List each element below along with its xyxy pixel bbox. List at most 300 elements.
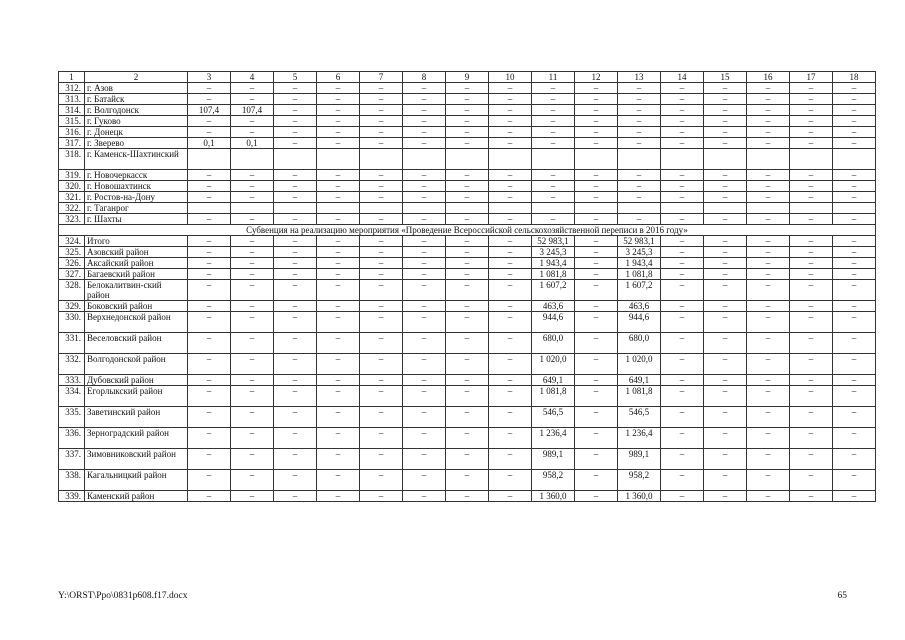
row-value: – <box>231 236 274 247</box>
row-number: 316. <box>59 127 85 138</box>
row-value: – <box>618 214 661 225</box>
row-value: – <box>575 127 618 138</box>
row-value: – <box>317 407 360 428</box>
row-value: – <box>274 94 317 105</box>
row-value: – <box>747 354 790 375</box>
row-value: – <box>833 312 876 333</box>
row-value: – <box>274 312 317 333</box>
row-value: – <box>661 312 704 333</box>
row-value: – <box>532 94 575 105</box>
row-value <box>446 203 489 214</box>
row-value: – <box>274 236 317 247</box>
row-value: – <box>704 214 747 225</box>
row-value: – <box>661 491 704 502</box>
row-value: – <box>231 214 274 225</box>
row-value: – <box>489 354 532 375</box>
row-value: – <box>833 192 876 203</box>
row-value: – <box>188 170 231 181</box>
row-value: – <box>274 386 317 407</box>
row-value: – <box>704 94 747 105</box>
table-row <box>59 236 876 247</box>
row-value: – <box>317 236 360 247</box>
row-value: 1 081,8 <box>532 269 575 280</box>
table-row <box>59 258 876 269</box>
row-value: – <box>317 83 360 94</box>
row-value: – <box>790 247 833 258</box>
row-value: – <box>446 94 489 105</box>
row-number: 332. <box>59 354 85 375</box>
row-value: – <box>360 375 403 386</box>
row-name: Аксайский район <box>85 258 188 269</box>
footer-page-number: 65 <box>837 591 847 601</box>
row-value: – <box>489 258 532 269</box>
row-value: – <box>360 386 403 407</box>
row-value: – <box>575 269 618 280</box>
row-value: – <box>532 192 575 203</box>
row-value: – <box>790 181 833 192</box>
row-value: – <box>790 386 833 407</box>
row-value: – <box>274 258 317 269</box>
row-number: 313. <box>59 94 85 105</box>
row-value <box>446 149 489 170</box>
row-value: – <box>317 127 360 138</box>
row-value: – <box>274 127 317 138</box>
row-value: – <box>360 83 403 94</box>
table-row <box>59 247 876 258</box>
row-value: – <box>360 94 403 105</box>
row-value: – <box>188 181 231 192</box>
row-value: – <box>704 269 747 280</box>
row-value: – <box>575 116 618 127</box>
row-value: – <box>833 449 876 470</box>
row-value: 0,1 <box>188 138 231 149</box>
row-value: – <box>661 407 704 428</box>
table-row <box>59 375 876 386</box>
row-value: – <box>704 127 747 138</box>
row-value <box>403 149 446 170</box>
row-value: – <box>575 247 618 258</box>
row-value: – <box>790 236 833 247</box>
row-value: – <box>188 127 231 138</box>
row-value: – <box>231 94 274 105</box>
row-value: – <box>231 354 274 375</box>
column-number-header: 4 <box>231 72 274 83</box>
row-value: – <box>747 312 790 333</box>
row-value <box>188 149 231 170</box>
row-value: – <box>188 312 231 333</box>
row-value: – <box>489 301 532 312</box>
row-value: 107,4 <box>188 105 231 116</box>
row-value: – <box>790 449 833 470</box>
row-value: – <box>188 247 231 258</box>
row-value: 0,1 <box>231 138 274 149</box>
row-value: – <box>704 470 747 491</box>
row-value: – <box>489 247 532 258</box>
row-number: 334. <box>59 386 85 407</box>
row-value: – <box>489 386 532 407</box>
row-value: 1 607,2 <box>618 280 661 301</box>
row-value: – <box>575 333 618 354</box>
row-value: – <box>403 181 446 192</box>
row-value: – <box>747 407 790 428</box>
row-value: – <box>446 301 489 312</box>
row-number: 329. <box>59 301 85 312</box>
row-value: – <box>661 333 704 354</box>
row-value: – <box>790 116 833 127</box>
row-value: – <box>360 181 403 192</box>
row-value <box>618 203 661 214</box>
row-value: – <box>274 269 317 280</box>
row-value: – <box>532 138 575 149</box>
row-value: 3 245,3 <box>532 247 575 258</box>
row-value: – <box>575 236 618 247</box>
row-value: – <box>833 407 876 428</box>
table-row <box>59 94 876 105</box>
row-value: – <box>317 449 360 470</box>
row-value: – <box>532 105 575 116</box>
row-value: – <box>446 258 489 269</box>
row-value: – <box>790 375 833 386</box>
row-value: 1 081,8 <box>618 386 661 407</box>
row-value: 944,6 <box>618 312 661 333</box>
row-value: – <box>790 428 833 449</box>
row-value: 958,2 <box>618 470 661 491</box>
row-value: 1 081,8 <box>532 386 575 407</box>
row-value: – <box>188 192 231 203</box>
row-number: 322. <box>59 203 85 214</box>
row-value: – <box>360 470 403 491</box>
row-value: – <box>489 470 532 491</box>
row-value: – <box>747 138 790 149</box>
table-row <box>59 116 876 127</box>
row-value: – <box>489 428 532 449</box>
row-value <box>575 149 618 170</box>
row-value: – <box>575 386 618 407</box>
row-value: – <box>360 170 403 181</box>
row-value: – <box>360 449 403 470</box>
row-value: – <box>790 269 833 280</box>
row-value: – <box>231 428 274 449</box>
row-value: – <box>661 94 704 105</box>
row-value: 989,1 <box>532 449 575 470</box>
table-row <box>59 170 876 181</box>
row-value: – <box>188 94 231 105</box>
row-value: – <box>833 94 876 105</box>
row-value: – <box>618 127 661 138</box>
row-value: 1 236,4 <box>618 428 661 449</box>
row-number: 333. <box>59 375 85 386</box>
row-value: – <box>446 407 489 428</box>
row-value: – <box>446 375 489 386</box>
row-value: – <box>661 258 704 269</box>
row-value: – <box>747 470 790 491</box>
row-value: – <box>403 258 446 269</box>
row-value: – <box>489 94 532 105</box>
row-value: – <box>403 236 446 247</box>
row-value: – <box>274 449 317 470</box>
row-value: – <box>661 354 704 375</box>
row-value: – <box>618 138 661 149</box>
row-value: – <box>360 258 403 269</box>
column-number-header: 7 <box>360 72 403 83</box>
row-value: – <box>833 83 876 94</box>
row-value: 1 081,8 <box>618 269 661 280</box>
row-value: – <box>790 354 833 375</box>
column-number-header: 17 <box>790 72 833 83</box>
row-value: – <box>317 375 360 386</box>
column-number-header: 9 <box>446 72 489 83</box>
row-value: – <box>231 301 274 312</box>
table-row <box>59 428 876 449</box>
row-value: – <box>274 354 317 375</box>
row-value <box>747 203 790 214</box>
row-value: 958,2 <box>532 470 575 491</box>
row-value: – <box>747 428 790 449</box>
row-value <box>833 203 876 214</box>
row-value: – <box>575 258 618 269</box>
table-row <box>59 138 876 149</box>
row-value: – <box>489 449 532 470</box>
section-header-row <box>59 225 876 236</box>
row-value: – <box>704 105 747 116</box>
row-value: – <box>188 280 231 301</box>
row-value: 463,6 <box>618 301 661 312</box>
row-value: – <box>403 269 446 280</box>
row-value: – <box>360 407 403 428</box>
row-value: – <box>403 247 446 258</box>
table-row <box>59 491 876 502</box>
row-value: – <box>661 236 704 247</box>
row-value <box>532 149 575 170</box>
row-value: – <box>704 375 747 386</box>
row-value: – <box>274 491 317 502</box>
row-value: – <box>790 83 833 94</box>
row-value: – <box>188 491 231 502</box>
row-value: – <box>747 258 790 269</box>
row-value: – <box>747 269 790 280</box>
row-value: – <box>360 491 403 502</box>
row-value: – <box>403 105 446 116</box>
row-value: – <box>747 375 790 386</box>
row-name: г. Шахты <box>85 214 188 225</box>
row-value: – <box>575 375 618 386</box>
row-number: 319. <box>59 170 85 181</box>
row-value: – <box>231 170 274 181</box>
row-value: – <box>317 258 360 269</box>
row-value: – <box>661 116 704 127</box>
row-value: – <box>790 258 833 269</box>
row-value: – <box>704 236 747 247</box>
row-value: – <box>661 470 704 491</box>
row-name: г. Гуково <box>85 116 188 127</box>
row-value: – <box>790 214 833 225</box>
table-row <box>59 301 876 312</box>
row-value: – <box>704 83 747 94</box>
row-value: – <box>747 83 790 94</box>
row-name: г. Азов <box>85 83 188 94</box>
row-value: – <box>489 407 532 428</box>
row-value: – <box>833 181 876 192</box>
row-value: – <box>661 386 704 407</box>
row-value <box>790 203 833 214</box>
row-value: – <box>403 312 446 333</box>
row-value: – <box>704 138 747 149</box>
row-value: – <box>575 312 618 333</box>
row-value: – <box>360 428 403 449</box>
row-value: – <box>446 470 489 491</box>
row-value: – <box>360 192 403 203</box>
row-value: – <box>747 105 790 116</box>
row-value: – <box>833 301 876 312</box>
row-number: 336. <box>59 428 85 449</box>
row-number: 339. <box>59 491 85 502</box>
column-number-header: 18 <box>833 72 876 83</box>
row-value: – <box>446 280 489 301</box>
row-value: – <box>403 214 446 225</box>
row-value <box>274 149 317 170</box>
row-value: – <box>360 301 403 312</box>
row-value: – <box>446 312 489 333</box>
row-value: 649,1 <box>618 375 661 386</box>
row-value: – <box>360 214 403 225</box>
row-value: – <box>747 280 790 301</box>
row-value: – <box>661 214 704 225</box>
row-value: – <box>231 312 274 333</box>
row-value: – <box>360 138 403 149</box>
row-value <box>704 149 747 170</box>
row-value <box>489 149 532 170</box>
row-value: – <box>403 407 446 428</box>
row-value: – <box>317 181 360 192</box>
row-name: г. Новошахтинск <box>85 181 188 192</box>
row-name: г. Ростов-на-Дону <box>85 192 188 203</box>
row-value: – <box>704 449 747 470</box>
row-value: – <box>188 449 231 470</box>
row-value: – <box>188 354 231 375</box>
row-value: – <box>188 428 231 449</box>
row-value: – <box>317 491 360 502</box>
row-value: – <box>747 449 790 470</box>
row-value: – <box>188 116 231 127</box>
row-value: – <box>317 354 360 375</box>
footer-file-path: Y:\ORST\Ppo\0831p608.f17.docx <box>58 591 188 601</box>
row-value: – <box>747 214 790 225</box>
table-row <box>59 192 876 203</box>
column-number-header: 10 <box>489 72 532 83</box>
row-name: г. Каменск-Шахтинский <box>85 149 188 170</box>
row-value: – <box>704 333 747 354</box>
row-value: – <box>489 170 532 181</box>
row-value: – <box>403 138 446 149</box>
row-value: – <box>403 491 446 502</box>
row-value: – <box>661 301 704 312</box>
row-value: – <box>661 280 704 301</box>
row-value: – <box>403 375 446 386</box>
row-value: – <box>360 333 403 354</box>
row-value: – <box>575 428 618 449</box>
row-value: – <box>790 491 833 502</box>
row-value: – <box>274 116 317 127</box>
row-value: – <box>575 105 618 116</box>
row-value <box>661 203 704 214</box>
row-value: – <box>833 214 876 225</box>
row-value: – <box>317 301 360 312</box>
row-value: – <box>661 269 704 280</box>
row-value: – <box>231 470 274 491</box>
row-value: – <box>704 301 747 312</box>
row-value: – <box>532 214 575 225</box>
row-value: – <box>618 83 661 94</box>
row-name: г. Новочеркасск <box>85 170 188 181</box>
row-value: – <box>747 247 790 258</box>
row-name: Кагальницкий район <box>85 470 188 491</box>
row-value: – <box>532 116 575 127</box>
row-value: – <box>661 170 704 181</box>
row-value: – <box>618 192 661 203</box>
row-value: – <box>661 138 704 149</box>
table-row <box>59 105 876 116</box>
row-value: 1 360,0 <box>618 491 661 502</box>
row-value: – <box>704 491 747 502</box>
row-name: Зерноградский район <box>85 428 188 449</box>
row-value: – <box>575 491 618 502</box>
table-row <box>59 386 876 407</box>
row-value: – <box>317 94 360 105</box>
row-value: – <box>317 470 360 491</box>
row-value: – <box>403 192 446 203</box>
row-value: 52 983,1 <box>618 236 661 247</box>
row-value: – <box>403 449 446 470</box>
row-value: – <box>188 236 231 247</box>
column-number-header: 15 <box>704 72 747 83</box>
row-value: 1 943,4 <box>618 258 661 269</box>
row-value: – <box>231 407 274 428</box>
row-value: – <box>575 214 618 225</box>
row-value: 1 236,4 <box>532 428 575 449</box>
row-value: – <box>833 170 876 181</box>
row-value: – <box>704 247 747 258</box>
row-value: – <box>317 333 360 354</box>
column-number-header: 2 <box>85 72 188 83</box>
row-value: – <box>661 192 704 203</box>
row-value: – <box>403 301 446 312</box>
row-value: – <box>446 333 489 354</box>
row-value <box>790 149 833 170</box>
row-value: – <box>661 127 704 138</box>
row-number: 330. <box>59 312 85 333</box>
row-value: – <box>489 214 532 225</box>
row-value <box>317 203 360 214</box>
row-value: – <box>231 269 274 280</box>
row-value: – <box>575 94 618 105</box>
row-value: 1 943,4 <box>532 258 575 269</box>
row-value: – <box>833 269 876 280</box>
row-value: – <box>317 170 360 181</box>
row-value: – <box>704 354 747 375</box>
row-value: – <box>188 301 231 312</box>
row-value: – <box>403 470 446 491</box>
table-row <box>59 149 876 170</box>
row-value: – <box>231 83 274 94</box>
row-name: Багаевский район <box>85 269 188 280</box>
row-value: – <box>446 449 489 470</box>
row-value: – <box>489 312 532 333</box>
row-value: – <box>360 354 403 375</box>
row-value <box>231 149 274 170</box>
row-value: – <box>403 83 446 94</box>
row-value: – <box>661 105 704 116</box>
row-value: – <box>231 258 274 269</box>
